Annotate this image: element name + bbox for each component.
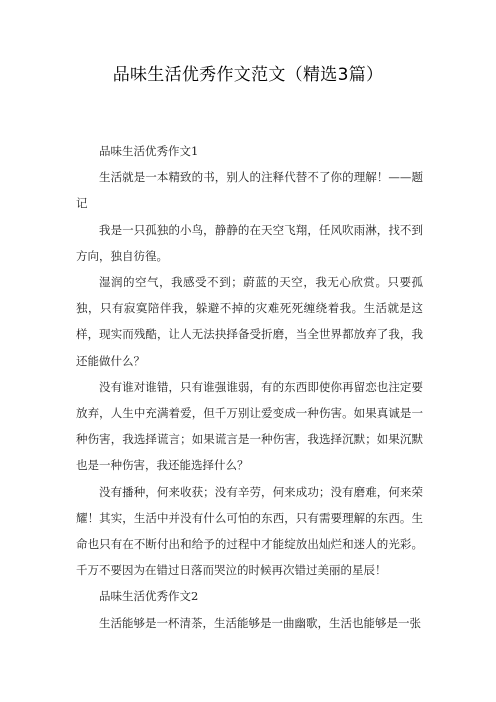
paragraph: 生活能够是一杯清茶，生活能够是一曲幽歌，生活也能够是一张: [99, 615, 421, 630]
essay-heading: 品味生活优秀作文1: [99, 144, 199, 158]
paragraph: 没有播种，何来收获；没有辛劳，何来成功；没有磨难，何来荣耀！其实，生活中并没有什么可怕的东西，只有需要理解的东西。生命也只有在不断付出和给予的过程中才能绽放出灿烂和迷人的光彩。千万不要因为在错过日落而哭泣的时候再次错过美丽的星辰！: [76, 484, 423, 578]
paragraph: 我是一只孤独的小鸟，静静的在天空飞翔，任风吹雨淋，找不到方向，独自彷徨。: [76, 222, 423, 263]
paragraph: 生活就是一本精致的书，别人的注释代替不了你的理解！——题记: [76, 170, 423, 211]
essay-heading: 品味生活优秀作文2: [99, 589, 199, 604]
document-title: 品味生活优秀作文范文（精选3篇）: [112, 65, 384, 85]
document-body: [76, 138, 423, 636]
paragraph: 没有谁对谁错，只有谁强谁弱，有的东西即使你再留恋也注定要放弃，人生中充满着爱，但千万别让爱变成一种伤害。如果真诚是一种伤害，我选择谎言；如果谎言是一种伤害，我选择沉默；如果沉默也是一种伤害，我还能选择什么？: [76, 379, 423, 473]
paragraph: 湿润的空气，我感受不到；蔚蓝的天空，我无心欣赏。只要孤独，只有寂寞陪伴我，躲避不掉的灾难死死缠绕着我。生活就是这样，现实而残酷，让人无法抉择备受折磨，当全世界都放弃了我，我还能做什么？: [76, 275, 423, 368]
